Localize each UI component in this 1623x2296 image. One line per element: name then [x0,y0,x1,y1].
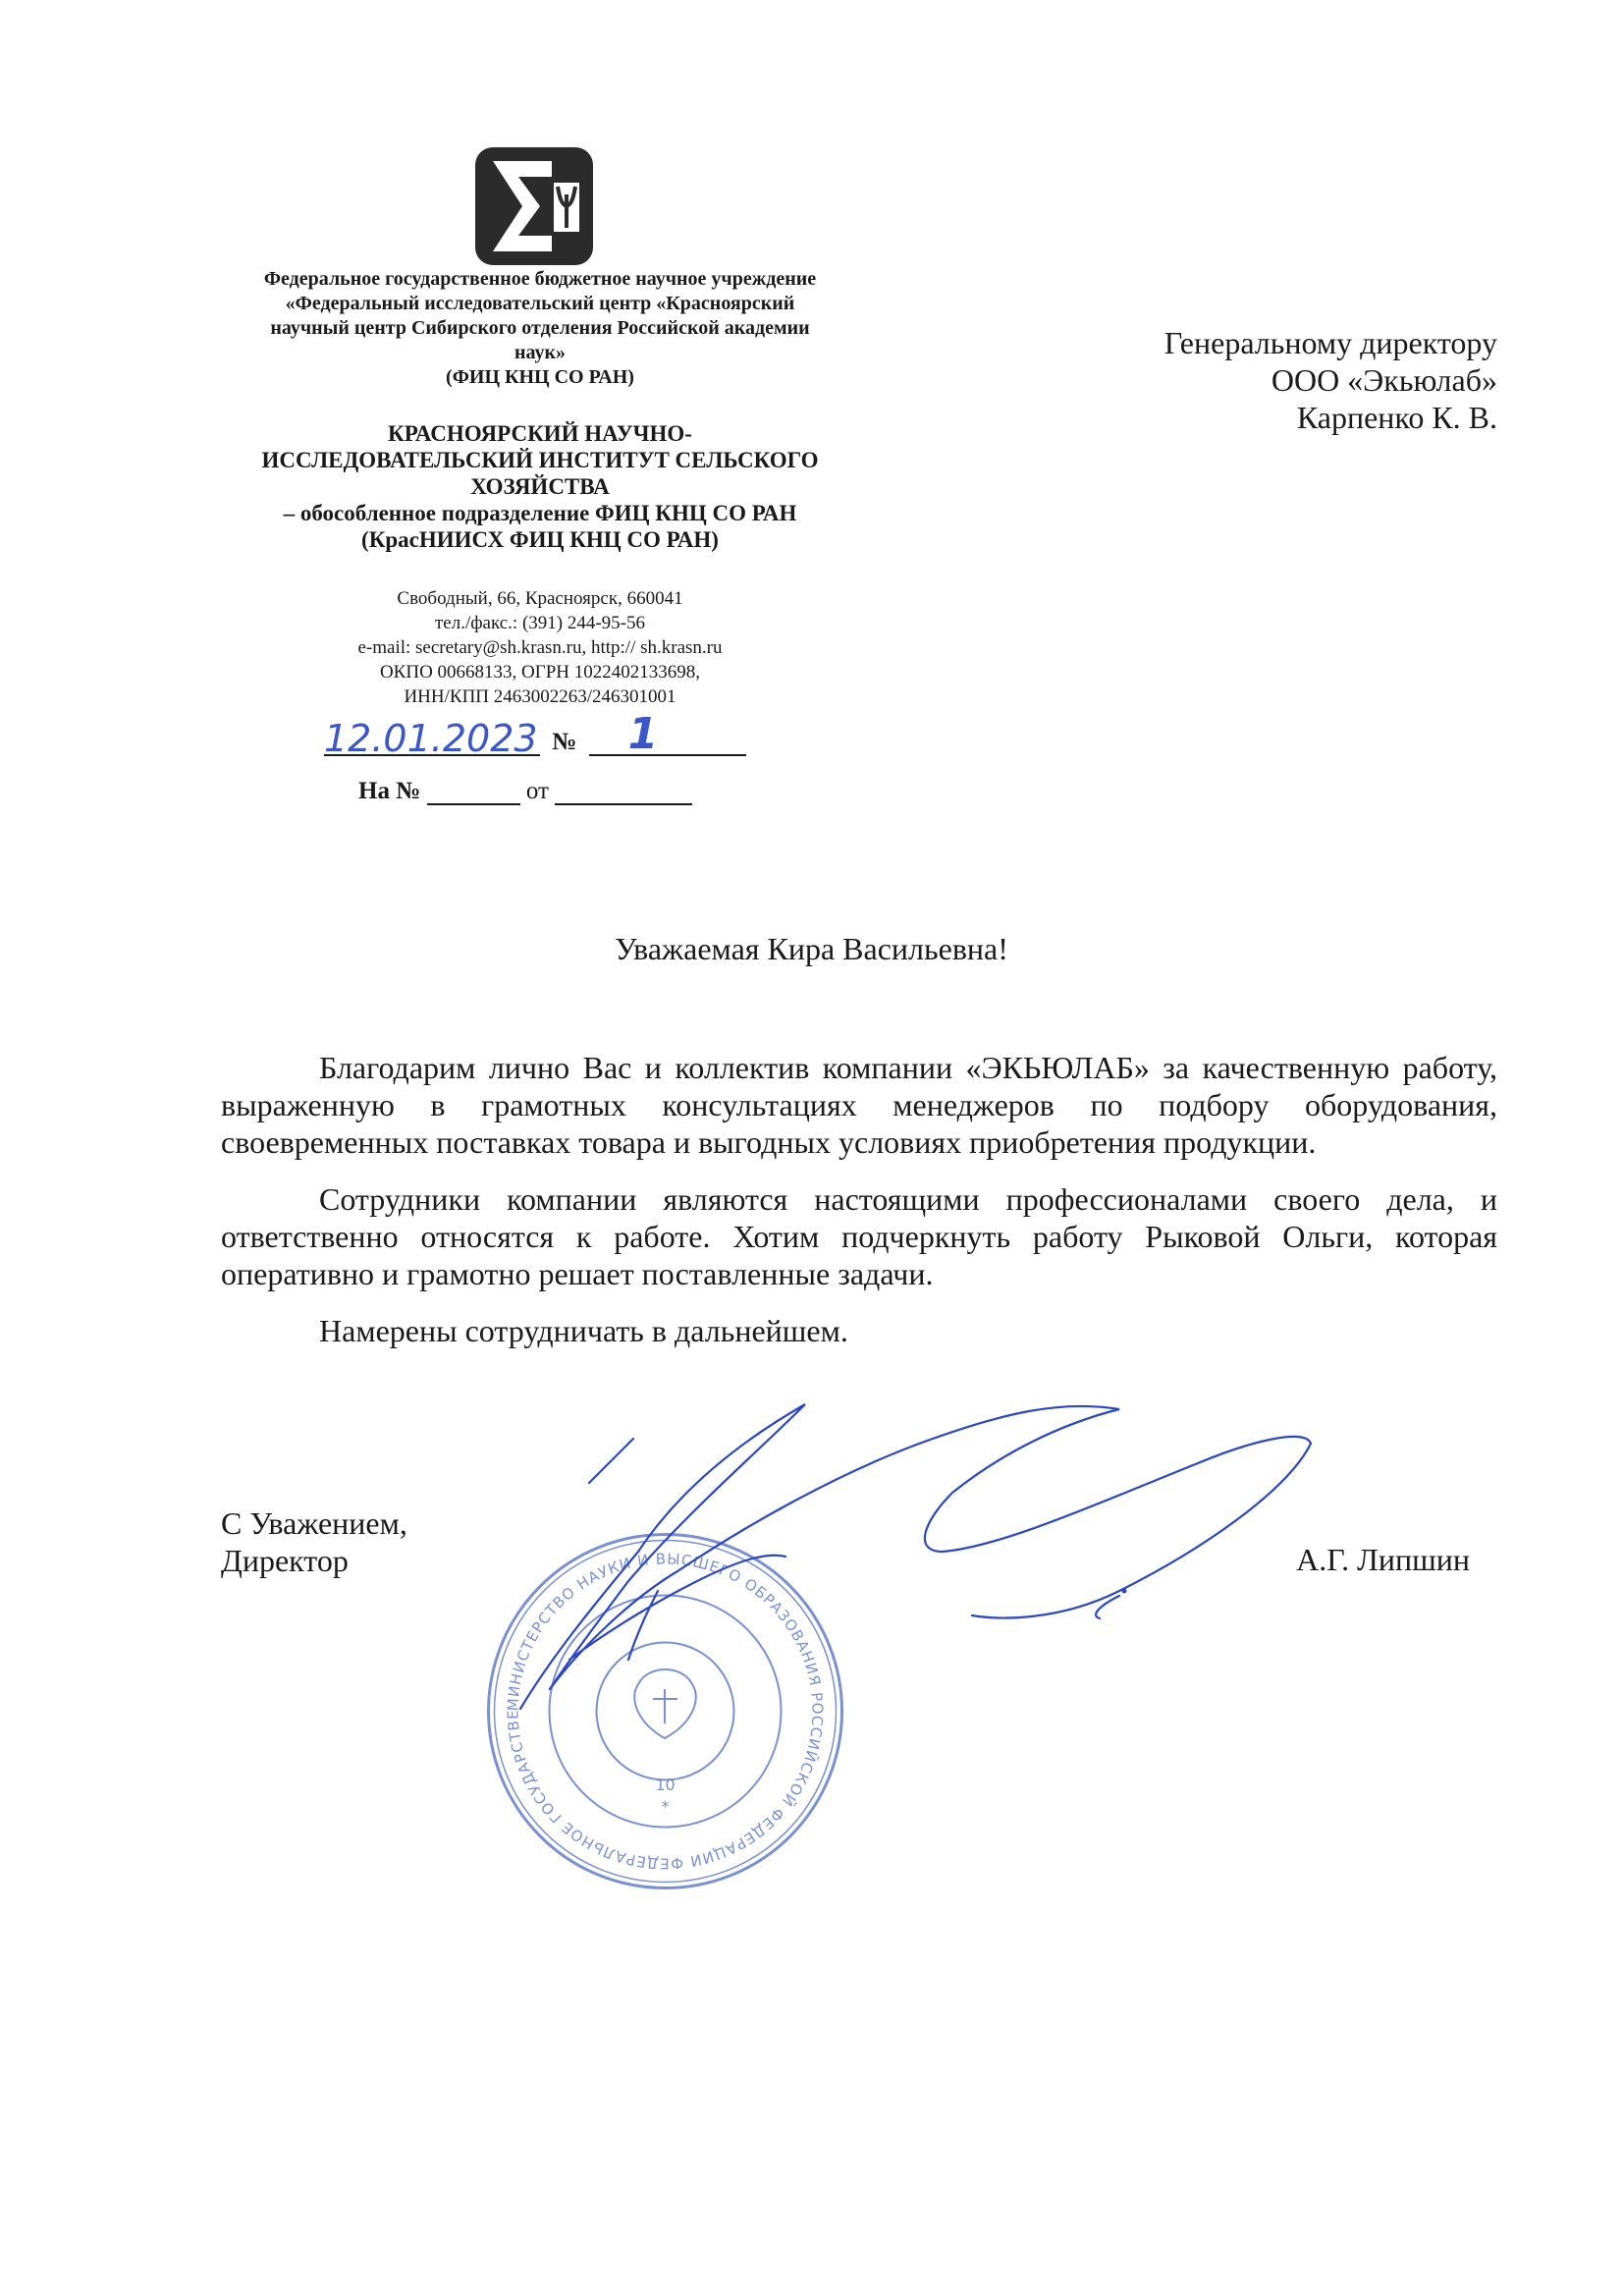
institution-logo [475,147,593,265]
number-label: № [552,729,577,755]
org-line: Федеральное государственное бюджетное научное учреждение [263,268,817,290]
contact-details [236,586,844,709]
institute-name [196,420,884,553]
greeting: Уважаемая Кира Васильевна! [615,931,1008,966]
parent-organization [196,267,884,390]
inn-line: ИНН/КПП 2463002263/246301001 [404,686,676,707]
handwritten-number: 1 [627,709,659,759]
recipient-company: ООО «Экьюлаб» [1271,362,1497,398]
svg-text:*: * [661,1797,670,1816]
org-line: наук» [514,342,567,363]
sigma-institution-logo-icon [475,147,593,265]
signer-name: А.Г. Липшин [1296,1542,1470,1577]
institute-line: – обособленное подразделение ФИЦ КНЦ СО РАН [283,501,797,525]
institute-line: ИССЛЕДОВАТЕЛЬСКИЙ ИНСТИТУТ СЕЛЬСКОГО [261,448,819,472]
institute-line: (КрасНИИСХ ФИЦ КНЦ СО РАН) [361,527,719,552]
reply-date-field [555,782,692,805]
okpo-line: ОКПО 00668133, ОГРН 1022402133698, [379,662,701,683]
org-line: «Федеральный исследовательский центр «Красноярский [285,293,795,314]
svg-text:10: 10 [655,1776,676,1794]
recipient-block [1164,324,1497,436]
institute-line: КРАСНОЯРСКИЙ НАУЧНО- [388,421,692,446]
signer-position: Директор [221,1543,349,1578]
recipient-name: Карпенко К. В. [1296,400,1497,435]
letter-body [221,1049,1497,1369]
seal-ring-text: МИНИСТЕРСТВО НАУКИ И ВЫСШЕГО ОБРАЗОВАНИЯ РОССИЙСКОЙ ФЕДЕРАЦИИ ФЕДЕРАЛЬНОЕ ГОСУДАРСТВЕ [504,1550,827,1873]
phone-line: тел./факс.: (391) 244-95-56 [434,613,646,633]
handwritten-date: 12.01.2023 [324,717,538,760]
number-field [589,709,746,759]
from-label: от [525,778,549,804]
org-line: научный центр Сибирского отделения Российской академии [270,317,810,339]
registration-line [324,709,746,760]
reply-reference-line [358,778,692,805]
closing-block [221,1504,407,1579]
director-signature [511,1385,1325,1738]
address-line: Свободный, 66, Красноярск, 660041 [397,588,683,609]
recipient-position: Генеральному директору [1163,325,1497,360]
reply-number-field [427,782,520,805]
org-line: (ФИЦ КНЦ СО РАН) [446,366,634,388]
closing-phrase: С Уважением, [221,1505,407,1541]
institute-line: ХОЗЯЙСТВА [470,474,610,499]
handwritten-signature-icon [511,1385,1325,1738]
email-line: e-mail: secretary@sh.krasn.ru, http:// sh.krasn.ru [357,637,723,658]
date-field [324,717,540,760]
paragraph: Благодарим лично Вас и коллектив компании «ЭКЬЮЛАБ» за качественную работу, выраженную в грамотных консультациях менеджеров по подбору оборудования, своевременных поставках товара и выгодных условиях приобретения продукции. [221,1050,1497,1160]
reply-label: На № [358,778,421,804]
paragraph: Намерены сотрудничать в дальнейшем. [319,1313,848,1348]
paragraph: Сотрудники компании являются настоящими профессионалами своего дела, и ответственно относятся к работе. Хотим подчеркнуть работу Рыковой Ольги, которая оперативно и грамотно решает поставленные задачи. [221,1181,1497,1291]
